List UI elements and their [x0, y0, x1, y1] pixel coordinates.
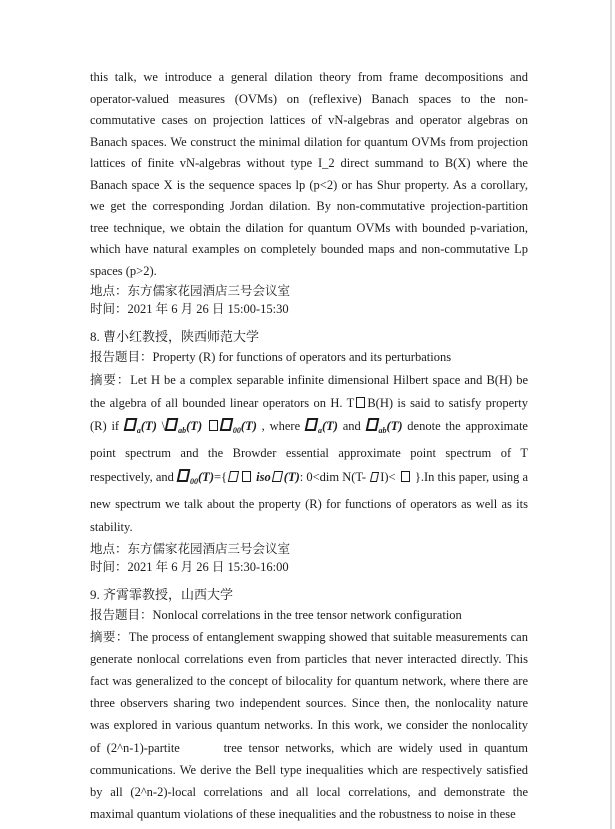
missing-glyph-box	[305, 418, 319, 431]
missing-glyph-box	[365, 418, 379, 431]
text-run: (T)	[283, 469, 300, 484]
sigma-missing-glyph: ab	[165, 419, 186, 433]
missing-glyph-box	[356, 397, 365, 408]
sigma-missing-glyph: ab	[366, 419, 387, 433]
text-run: : 0<dim N(T-	[299, 469, 370, 484]
text-run: (T)	[186, 419, 203, 434]
text-run: (T)	[240, 419, 257, 434]
text-run: ={	[213, 469, 228, 484]
missing-glyph-box	[220, 418, 234, 431]
page-edge-line	[610, 0, 612, 829]
text-run: B(H) is said to satisfy property (R) if	[90, 395, 528, 434]
talk9-section	[90, 584, 528, 825]
text-run: \	[156, 419, 166, 434]
sigma-missing-glyph: 00	[220, 419, 241, 433]
text-run: (T)	[321, 419, 338, 434]
talk8-time: 时间：2021 年 6 月 26 日 15:30-16:00	[90, 559, 289, 574]
text-run: , where	[256, 419, 305, 434]
document-page	[90, 67, 528, 825]
talk9-title: Nonlocal correlations in the tree tensor network configuration	[152, 607, 462, 622]
talk9-title-line	[90, 605, 528, 627]
missing-glyph-box	[370, 472, 379, 482]
sigma-missing-glyph: 00	[177, 470, 198, 484]
missing-glyph-box	[401, 471, 410, 482]
missing-glyph-box	[272, 471, 283, 482]
sigma-missing-glyph: a	[305, 419, 322, 433]
text-run: denote the approximate point spectrum and the Browder essential approximate point spectrum of T respectively, and	[90, 419, 528, 484]
text-run: (T)	[386, 419, 403, 434]
talk8-abstract-body	[90, 373, 528, 535]
talk8-title: Property (R) for functions of operators and its perturbations	[152, 350, 452, 364]
missing-glyph-box	[177, 469, 191, 482]
talk7-location: 地点：东方儒家花园酒店三号会议室	[90, 284, 291, 298]
missing-glyph-box	[242, 471, 251, 482]
text-run: and	[337, 419, 366, 434]
talk9-abstract-body: The process of entanglement swapping showed that suitable measurements can generate nonlocal correlations even from particles that never interacted directly. This fact was generalized to the concept of bilocality for quantum network, where there are three observers sharing two independent sources. Since then, the nonlocality nature was explored in various quantum networks. In this work, we consider the nonlocality of (2^n-1)-partite tree tensor networks, which are widely used in quantum communications. We derive the Bell type inequalities which are respectively satisfied by all (2^n-2)-local correlations and all local correlations, and demonstrate the maximal quantum violations of these inequalities and the robustness to noise in these	[90, 630, 528, 821]
text-run: (T)	[198, 469, 214, 484]
talk8-title-label: 报告题目：	[90, 350, 153, 364]
talk9-heading: 9. 齐霄霏教授，山西大学	[90, 586, 234, 602]
talk7-time: 时间：2021 年 6 月 26 日 15:00-15:30	[90, 302, 289, 316]
talk8-title-line	[90, 347, 528, 369]
text-run: I)<	[380, 469, 399, 484]
text-run: }.In this paper, using a new spectrum we talk about the property (R) for functions of operators as well as its stability.	[90, 469, 529, 535]
text-run	[202, 419, 207, 433]
sigma-missing-glyph: a	[124, 419, 141, 433]
talk8-section	[90, 326, 528, 576]
missing-glyph-box	[209, 420, 218, 431]
talk8-heading: 8. 曹小红教授，陕西师范大学	[90, 329, 260, 344]
missing-glyph-box	[165, 418, 179, 431]
text-run: (T)	[140, 419, 157, 434]
talk9-abstract-label: 摘要：	[90, 630, 129, 645]
talk8-location: 地点：东方儒家花园酒店三号会议室	[90, 541, 291, 556]
talk8-abstract	[90, 369, 528, 540]
talk9-abstract	[90, 626, 528, 825]
missing-glyph-box	[124, 418, 138, 431]
talk7-abstract-continuation: this talk, we introduce a general dilation theory from frame decompositions and operator-valued measures (OVMs) on (reflexive) Banach spaces to the non-commutative cases on projection lattices of vN-algebras and operator algebras on Banach spaces. We construct the minimal dilation for quantum OVMs from projection lattices of finite vN-algebras without type I_2 direct summand to B(X) where the Banach space X is the sequence spaces lp (p<2) or has Shur property. As a corollary, we get the corresponding Jordan dilation. By non-commutative projection-partition tree technique, we obtain the dilation for quantum OVMs with bounded p-variation, which have natural examples on completely bounded maps and non-commutative Lp spaces (p>2).	[90, 70, 528, 278]
text-run: iso	[253, 469, 271, 484]
missing-glyph-box	[228, 471, 239, 482]
talk9-title-label: 报告题目：	[90, 607, 153, 622]
talk8-abstract-label: 摘要：	[90, 372, 131, 387]
text-run: Let H be a complex separable infinite dimensional Hilbert space and B(H) be the algebra of all bounded linear operators on H. T	[90, 372, 528, 410]
